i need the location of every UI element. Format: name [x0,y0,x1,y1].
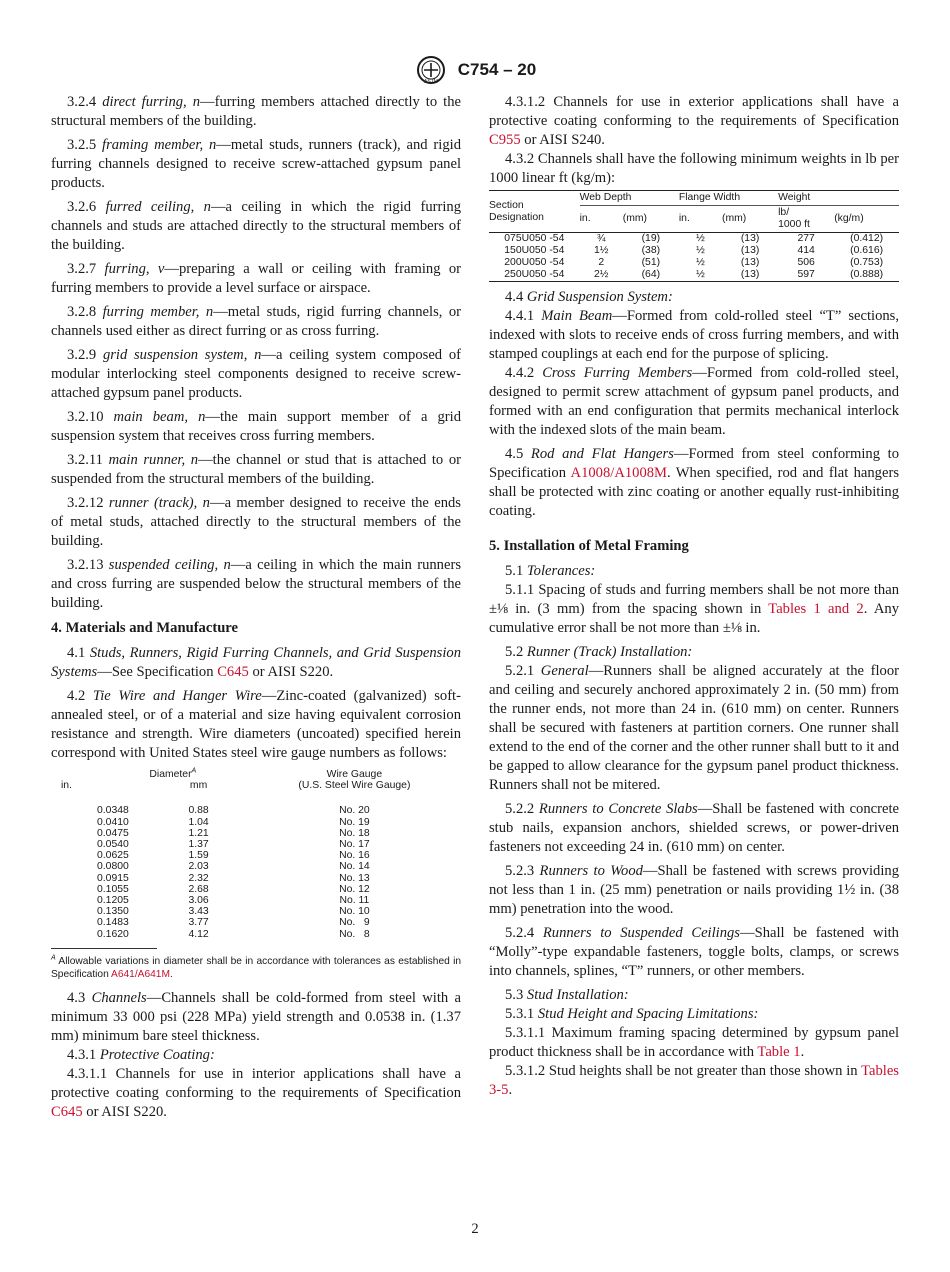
table-row [51,861,461,872]
table-cell: No. 12 [339,883,370,895]
table-cell: (13) [740,257,760,268]
clause-5-1: 5.1 Tolerances: [505,563,596,579]
table-cell: No. 18 [339,827,370,839]
table-row [489,245,899,257]
clause-5-3-1-2: 5.3.1.2 Stud heights shall be not greater than those shown in Tables 3-5. [489,1063,899,1098]
clause-4-3-1-1: 4.3.1.1 Channels for use in interior applications shall have a protective coating conforming to the requirements of Specification C645 or AISI S220. [51,1065,461,1120]
clause-4-4: 4.4 Grid Suspension System: [505,289,673,305]
clause-5-2-1: 5.2.1 General—Runners shall be aligned accurately at the floor and ceiling and securely anchored approximately 2 in. (50 mm) from the runner ends, not more than 24 in. (610 mm) on center. Runners shall be secured with fasteners at partition corners. One runner shall extend to the end of the corner and the other runner shall butt to it and be gapped to allow clearance for the gypsum panel product thickness. Runners shall not be mitered. [489,663,900,793]
table-cell: 0.0475 [97,827,129,839]
section-heading-5: 5. Installation of Metal Framing [489,538,689,554]
wire-gauge-table [51,769,461,940]
table-cell: 0.1620 [97,928,129,940]
channel-weight-table [489,190,899,282]
web-depth-header: Web Depth [580,191,679,206]
table-cell: No. 11 [339,895,370,907]
table-cell: No. 13 [339,872,370,884]
table-cell: No. 19 [339,816,370,828]
table-cell: 1½ [593,245,609,256]
section-designation-header: Section Designation [489,191,580,233]
svg-text:ASTM: ASTM [423,79,438,85]
table-cell: 2.03 [188,861,209,873]
link-c955[interactable]: C955 [489,132,521,148]
link-tables-1-2[interactable]: Tables 1 and 2 [768,601,864,617]
table-cell: 1.59 [188,850,209,862]
clause-4-4-1: 4.4.1 Main Beam—Formed from cold-rolled steel “T” sections, indexed with slots to receive ends of cross furring members, and with stamped couplings at each end for the purpose of splicing. [489,308,900,362]
link-table-1[interactable]: Table 1 [757,1044,801,1060]
definition-3-2-5: 3.2.5 framing member, n—metal studs, runners (track), and rigid furring channels designed to receive screw-attached gypsum panel products. [51,137,462,191]
clause-4-5: 4.5 Rod and Flat Hangers—Formed from steel conforming to Specification A1008/A1008M. When specified, rod and flat hangers shall be protected with zinc coating or another equally rust-inhibiting coating. [489,446,899,519]
clause-4-3-1-2: 4.3.1.2 Channels for use in exterior applications shall have a protective coating conforming to the requirements of Specification C955 or AISI S240. [489,94,899,148]
table-cell: ½ [696,233,705,244]
table-cell: No. 8 [339,928,370,940]
table-cell: 2.32 [188,872,209,884]
table-cell: ½ [696,257,705,268]
table-cell: 0.0915 [97,872,129,884]
table-cell: 0.0410 [97,816,129,828]
table-cell: 250U050 -54 [489,269,580,282]
table-cell: (13) [740,233,760,244]
clause-5-3-1: 5.3.1 Stud Height and Spacing Limitations: [505,1006,759,1022]
table-row [489,233,899,246]
table-cell: 1.37 [188,839,209,851]
table-cell: ½ [679,269,722,282]
table-cell: 0.1205 [97,895,129,907]
definition-3-2-8: 3.2.8 furring member, n—metal studs, rigid furring channels, or channels used either as direct furring or as cross furring. [51,304,461,339]
document-designation: C754 – 20 [457,60,537,79]
table-cell: 1.21 [188,827,209,839]
table-row [51,895,461,906]
table-cell: 4.12 [188,928,209,940]
table-cell: 0.0800 [97,861,129,873]
link-a641[interactable]: A641/A641M [111,968,170,980]
table-cell: 3.43 [188,906,209,918]
table-row [51,828,461,839]
wire-gauge-header: Wire Gauge [326,769,383,780]
table-cell: (19) [641,233,661,244]
definition-3-2-13: 3.2.13 suspended ceiling, n—a ceiling in which the main runners and cross furring are suspended below the structural members of the building. [51,557,461,611]
table-cell: 200U050 -54 [504,257,565,268]
table-cell: ½ [696,245,705,256]
table-cell: 277 [797,233,815,244]
flange-mm-header: (mm) [722,206,778,233]
web-mm-header: (mm) [623,206,679,233]
definition-3-2-12: 3.2.12 runner (track), n—a member designed to receive the ends of metal studs, attached directly to the structural members of the building. [51,495,461,549]
table-row [51,850,461,861]
clause-4-2: 4.2 Tie Wire and Hanger Wire—Zinc-coated (galvanized) soft-annealed steel, or of a material and size having equivalent corrosion resistance and strength. Wire diameters (uncoated) specified herein correspond with United States steel wire gauge numbers as follows: [51,688,461,761]
flange-width-header: Flange Width [679,191,778,206]
clause-5-2: 5.2 Runner (Track) Installation: [505,644,693,660]
table-cell: (13) [740,245,760,256]
table-cell: No. 10 [339,906,370,918]
table-cell: 506 [797,257,815,268]
table-cell: 3.77 [188,917,209,929]
table-cell: (51) [641,257,661,268]
table-cell: 075U050 -54 [504,233,565,244]
table-cell: No. 16 [339,850,370,862]
clause-4-4-2: 4.4.2 Cross Furring Members—Formed from cold-rolled steel, designed to permit screw attachment of gypsum panel products, and formed with an end configuration that permits mechanical interlock with the indexed slots of the main beam. [489,365,899,438]
col-mm-header: mm [189,780,208,792]
table-row [489,257,899,269]
table-cell: No. 9 [339,917,370,929]
clause-4-3-1: 4.3.1 Protective Coating: [67,1046,215,1063]
definition-3-2-6: 3.2.6 furred ceiling, n—a ceiling in which the rigid furring channels and studs are attached directly to the structural members of the building. [51,199,461,253]
table-cell: 2.68 [188,883,209,895]
table-footnote: $^A$ Allowable variations in diameter shall be in accordance with tolerances as established in Specification A641/A641M. [51,954,461,980]
table-row [51,805,461,816]
table-cell: 2 [598,257,605,268]
table-cell: No. 14 [339,861,370,873]
right-column [489,93,899,1105]
footnote-rule [51,948,157,949]
link-a1008[interactable]: A1008/A1008M [570,465,668,481]
table-cell: (0.888) [834,269,899,282]
definition-3-2-10: 3.2.10 main beam, n—the main support member of a grid suspension system that receives cross furring members. [51,409,461,444]
table-row [51,906,461,917]
table-cell: 414 [797,245,815,256]
col-gauge-header: (U.S. Steel Wire Gauge) [298,780,411,792]
table-row [51,873,461,884]
table-cell: 0.0540 [97,839,129,851]
clause-4-3-2: 4.3.2 Channels shall have the following minimum weights in lb per 1000 linear ft (kg/m): [489,151,899,186]
table-cell: 150U050 -54 [504,245,565,256]
page-number: 2 [471,1221,479,1237]
table-cell: 2½ [580,269,623,282]
col-in-header: in. [61,780,72,792]
clause-4-3: 4.3 Channels—Channels shall be cold-formed from steel with a minimum 33 000 psi (228 MPa) yield strength and 0.0538 in. (1.37 mm) minimum bare steel thickness. [51,989,461,1044]
table-row [51,817,461,828]
web-in-header: in. [580,206,623,233]
table-cell: (0.753) [850,257,884,268]
table-cell: (0.412) [850,233,884,244]
table-cell: 0.1483 [97,917,129,929]
clause-5-2-2: 5.2.2 Runners to Concrete Slabs—Shall be fastened with concrete stub nails, expansion anchors, shielded screws, or power-driven fasteners not exceeding 24 in. (610 mm) on center. [489,801,899,855]
table-cell: 3.06 [188,895,209,907]
link-tables-3-5[interactable]: Tables 3-5 [489,1063,899,1098]
definition-3-2-9: 3.2.9 grid suspension system, n—a ceiling system composed of modular interlocking steel components designed to receive screw-attached gypsum panel products. [51,347,461,401]
table-cell: (13) [722,269,778,282]
clause-5-2-4: 5.2.4 Runners to Suspended Ceilings—Shall be fastened with “Molly”-type expandable fasteners, toggle bolts, clamps, or screws into channels, splines, “T” runners, or other members. [489,925,899,979]
diameter-header: Diameter$^A$ [149,767,197,780]
definition-3-2-11: 3.2.11 main runner, n—the channel or stud that is attached to or suspended from the structural members of the building. [51,452,461,487]
table-row [51,929,461,940]
table-row [51,839,461,850]
table-cell: (38) [641,245,661,256]
table-cell: No. 20 [339,805,370,817]
table-row [489,269,899,282]
clause-5-3: 5.3 Stud Installation: [505,987,629,1003]
weight-header: Weight [778,191,899,206]
definition-3-2-7: 3.2.7 furring, v—preparing a wall or ceiling with framing or furring members to provide a level surface or airspace. [51,261,461,296]
astm-logo-icon [414,55,448,85]
table-row [51,917,461,928]
table-cell: (0.616) [850,245,884,256]
link-c645-2[interactable]: C645 [51,1103,83,1120]
table-cell: No. 17 [339,839,370,851]
weight-kgm-header: (kg/m) [834,206,899,233]
clause-5-1-1: 5.1.1 Spacing of studs and furring members shall be not more than ±⅛ in. (3 mm) from the spacing shown in Tables 1 and 2. Any cumulative error shall be not more than ±⅛ in. [489,582,900,636]
table-row [51,884,461,895]
clause-5-2-3: 5.2.3 Runners to Wood—Shall be fastened with screws providing not less than 1 in. (25 mm) penetration or nails providing 1½ in. (38 mm) penetration into the wood. [489,863,900,917]
flange-in-header: in. [679,206,722,233]
page-header [0,55,950,85]
table-cell: (64) [623,269,679,282]
table-cell: 0.0625 [97,850,129,862]
section-heading-4: 4. Materials and Manufacture [51,620,238,636]
table-cell: 0.88 [188,805,209,817]
left-column [51,93,461,1127]
clause-5-3-1-1: 5.3.1.1 Maximum framing spacing determined by gypsum panel product thickness shall be in accordance with Table 1. [489,1025,899,1060]
link-c645[interactable]: C645 [217,664,249,680]
table-cell: 0.0348 [97,805,129,817]
weight-lb-header: lb/ 1000 ft [778,206,834,233]
table-cell: 1.04 [188,816,209,828]
clause-4-1: 4.1 Studs, Runners, Rigid Furring Channels, and Grid Suspension Systems—See Specification C645 or AISI S220. [51,645,461,680]
table-cell: 0.1055 [97,883,129,895]
table-cell: ¾ [596,233,606,244]
definition-3-2-4: 3.2.4 direct furring, n—furring members attached directly to the structural members of the building. [51,94,461,129]
table-cell: 0.1350 [97,906,129,918]
table-cell: 597 [778,269,834,282]
